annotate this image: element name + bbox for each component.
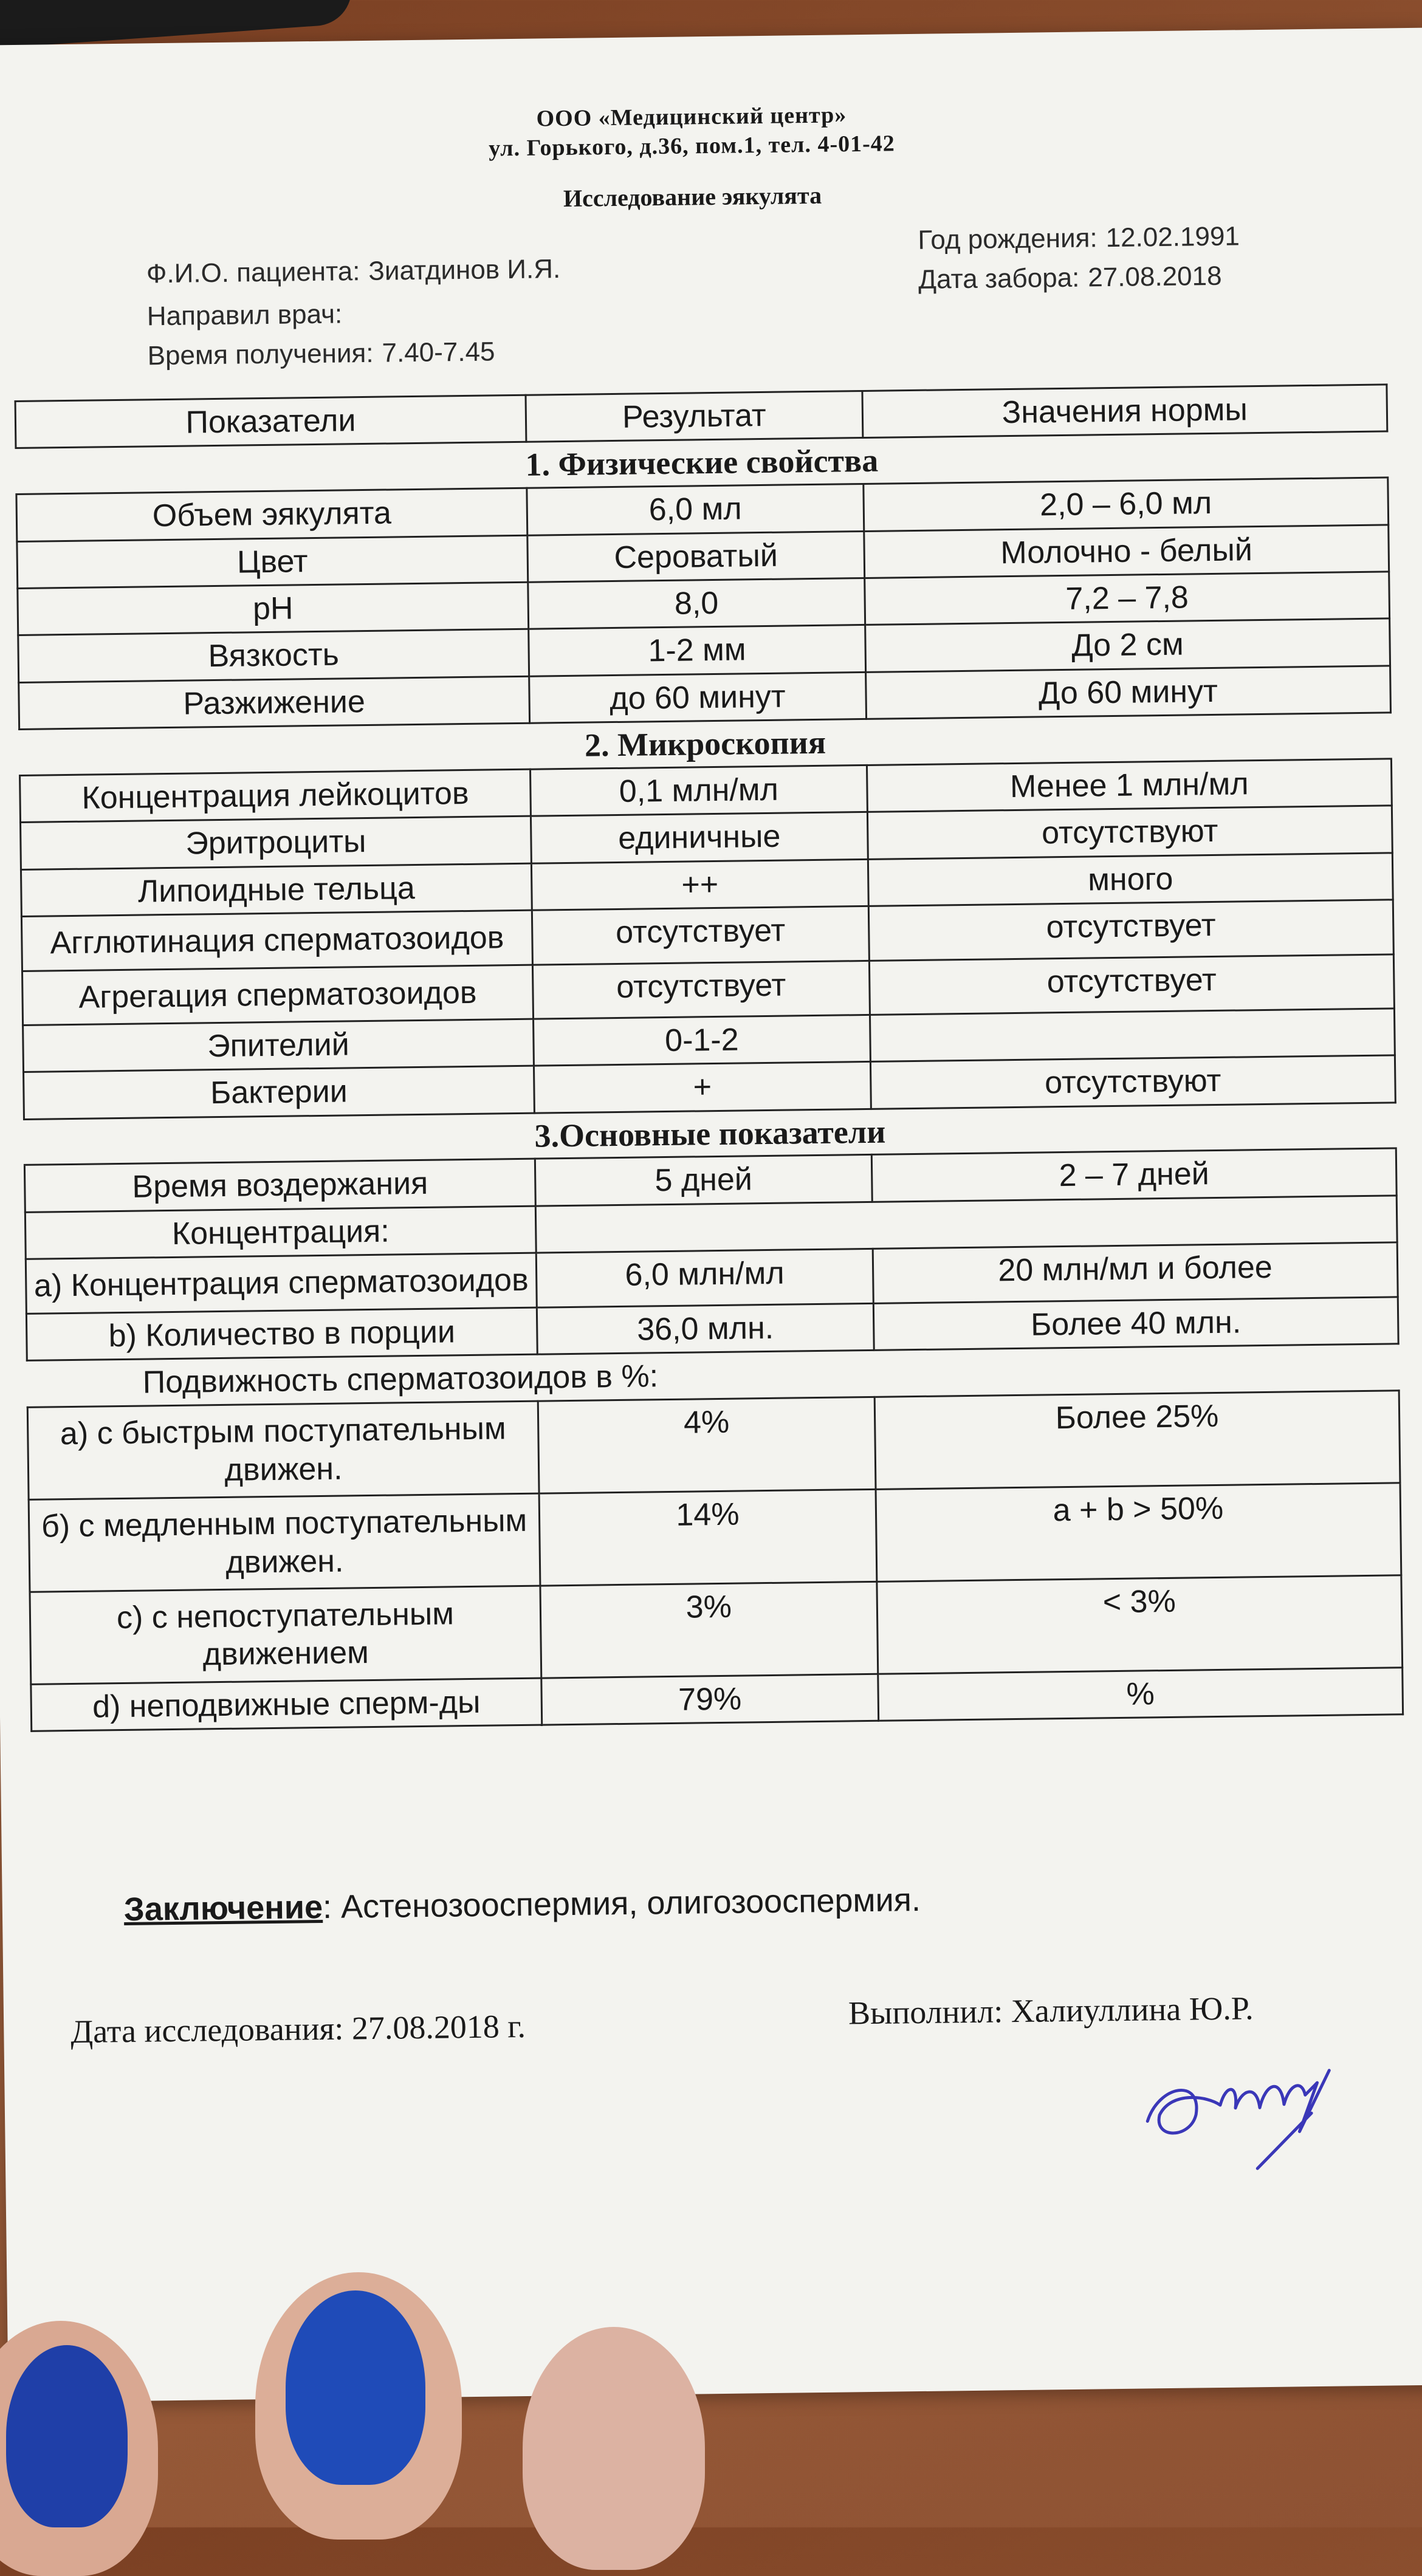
table-row [30, 1575, 1403, 1684]
norm-cell: Менее 1 млн/мл [867, 759, 1392, 812]
indicator-cell: Цвет [17, 535, 528, 589]
referring-doctor-label: Направил врач: [146, 299, 343, 332]
section-title: 3.Основные показатели [24, 1103, 1396, 1165]
indicator-cell: Агглютинация сперматозоидов [21, 910, 532, 971]
conclusion [124, 1881, 921, 1928]
birth-year-value: 12.02.1991 [1105, 221, 1240, 253]
receipt-time-label: Время получения: [147, 338, 374, 371]
norm-cell: 2,0 – 6,0 мл [864, 478, 1389, 531]
indicator-cell: c) с непоступательным движением [30, 1586, 541, 1684]
study-date-value: 27.08.2018 г. [351, 2007, 526, 2047]
norm-cell: отсутствует [868, 900, 1393, 961]
indicator-cell: а) с быстрым поступательным движен. [27, 1402, 539, 1500]
norm-cell: < 3% [877, 1575, 1403, 1674]
result-cell: до 60 минут [529, 672, 867, 723]
receipt-time [147, 337, 495, 371]
norm-cell: До 60 минут [865, 666, 1390, 719]
receipt-time-value: 7.40-7.45 [382, 337, 495, 368]
result-cell: 14% [539, 1490, 877, 1586]
conclusion-label: Заключение [123, 1889, 323, 1928]
norm-cell: % [878, 1668, 1403, 1721]
referring-doctor [147, 299, 351, 332]
indicator-cell: Бактерии [24, 1066, 535, 1119]
norm-cell: отсутствуют [870, 1055, 1395, 1109]
performed-by-label: Выполнил: [848, 1993, 1003, 2032]
norm-cell: 20 млн/мл и более [873, 1242, 1398, 1303]
performed-by-value: Халиуллина Ю.Р. [1011, 1990, 1254, 2030]
org-address: ул. Горького, д.36, пом.1, тел. 4-01-42 [488, 131, 896, 162]
collection-date-value: 27.08.2018 [1088, 261, 1222, 293]
result-cell: отсутствует [532, 906, 869, 965]
norm-cell: много [868, 853, 1393, 906]
result-cell: Сероватый [527, 531, 865, 582]
result-cell: единичные [531, 812, 868, 863]
result-cell: 79% [541, 1674, 879, 1725]
norm-cell: a + b > 50% [876, 1483, 1401, 1581]
norm-cell: 2 – 7 дней [871, 1148, 1396, 1202]
conclusion-text: : Астенозооспермия, олигозооспермия. [322, 1881, 921, 1926]
norm-cell: Более 25% [874, 1391, 1400, 1489]
norm-cell: 7,2 – 7,8 [865, 572, 1390, 625]
table-row [27, 1391, 1400, 1499]
norm-cell: отсутствуют [867, 806, 1392, 859]
indicator-cell: Липоидные тельца [21, 863, 532, 917]
painted-nail [6, 2345, 128, 2527]
header-cell: Показатели [15, 395, 526, 448]
performed-by [848, 1989, 1254, 2032]
table-row [29, 1483, 1401, 1592]
collection-date-label: Дата забора: [918, 262, 1080, 295]
indicator-cell: Концентрация: [25, 1206, 536, 1259]
birth-year-label: Год рождения: [918, 223, 1097, 255]
result-cell: + [534, 1062, 871, 1113]
result-cell: ++ [531, 859, 868, 910]
section-title: 2. Микроскопия [19, 713, 1392, 775]
norm-cell: отсутствует [869, 954, 1394, 1015]
indicator-cell: Агрегация сперматозоидов [22, 965, 534, 1026]
norm-cell [870, 1009, 1395, 1062]
study-date [70, 2007, 526, 2050]
results-table [15, 383, 1404, 1732]
document-sheet [0, 28, 1422, 2403]
indicator-cell: b) Количество в порции [26, 1307, 537, 1361]
result-cell: 0,1 млн/мл [530, 765, 867, 816]
motility-title: Подвижность сперматозоидов в %: [142, 1358, 659, 1400]
patient-name [146, 254, 561, 289]
patient-name-value: Зиатдинов И.Я. [368, 254, 561, 286]
norm-cell: До 2 см [865, 618, 1390, 672]
result-cell: 6,0 млн/мл [536, 1249, 873, 1307]
header-cell: Значения нормы [862, 385, 1387, 438]
handwritten-signature [1135, 2046, 1367, 2182]
indicator-cell: d) неподвижные сперм-ды [31, 1678, 542, 1732]
birth-year [918, 221, 1240, 255]
indicator-cell: Время воздержания [24, 1159, 535, 1213]
indicator-cell: б) с медленным поступательным движен. [29, 1493, 540, 1592]
indicator-cell: Эпителий [23, 1019, 534, 1072]
indicator-cell: Эритроциты [21, 817, 532, 870]
norm-cell: Более 40 млн. [873, 1297, 1398, 1350]
result-cell: 0-1-2 [534, 1015, 871, 1066]
patient-name-label: Ф.И.О. пациента: [146, 256, 360, 289]
org-name: ООО «Медицинский центр» [536, 102, 847, 132]
indicator-cell: pH [18, 582, 529, 635]
indicator-cell: Вязкость [18, 629, 529, 683]
result-cell: 36,0 млн. [537, 1303, 874, 1354]
indicator-cell: Разжижение [19, 676, 530, 730]
norm-cell: Молочно - белый [864, 524, 1389, 578]
painted-nail [286, 2290, 425, 2485]
result-cell: отсутствует [532, 961, 870, 1019]
section-title: 1. Физические свойства [16, 431, 1388, 494]
result-cell: 5 дней [535, 1155, 872, 1206]
indicator-cell: Объем эякулята [16, 488, 527, 541]
finger [523, 2327, 705, 2570]
result-cell: 4% [538, 1397, 876, 1494]
indicator-cell: a) Концентрация сперматозоидов [26, 1253, 537, 1314]
study-date-label: Дата исследования: [70, 2010, 344, 2050]
indicator-cell: Концентрация лейкоцитов [20, 769, 531, 823]
collection-date [918, 261, 1222, 295]
result-cell: 8,0 [528, 578, 865, 629]
result-cell: 6,0 мл [527, 484, 864, 535]
result-cell: 1-2 мм [529, 625, 866, 676]
header-cell: Результат [526, 391, 863, 442]
result-cell: 3% [540, 1581, 878, 1678]
document-title: Исследование эякулята [563, 181, 822, 212]
